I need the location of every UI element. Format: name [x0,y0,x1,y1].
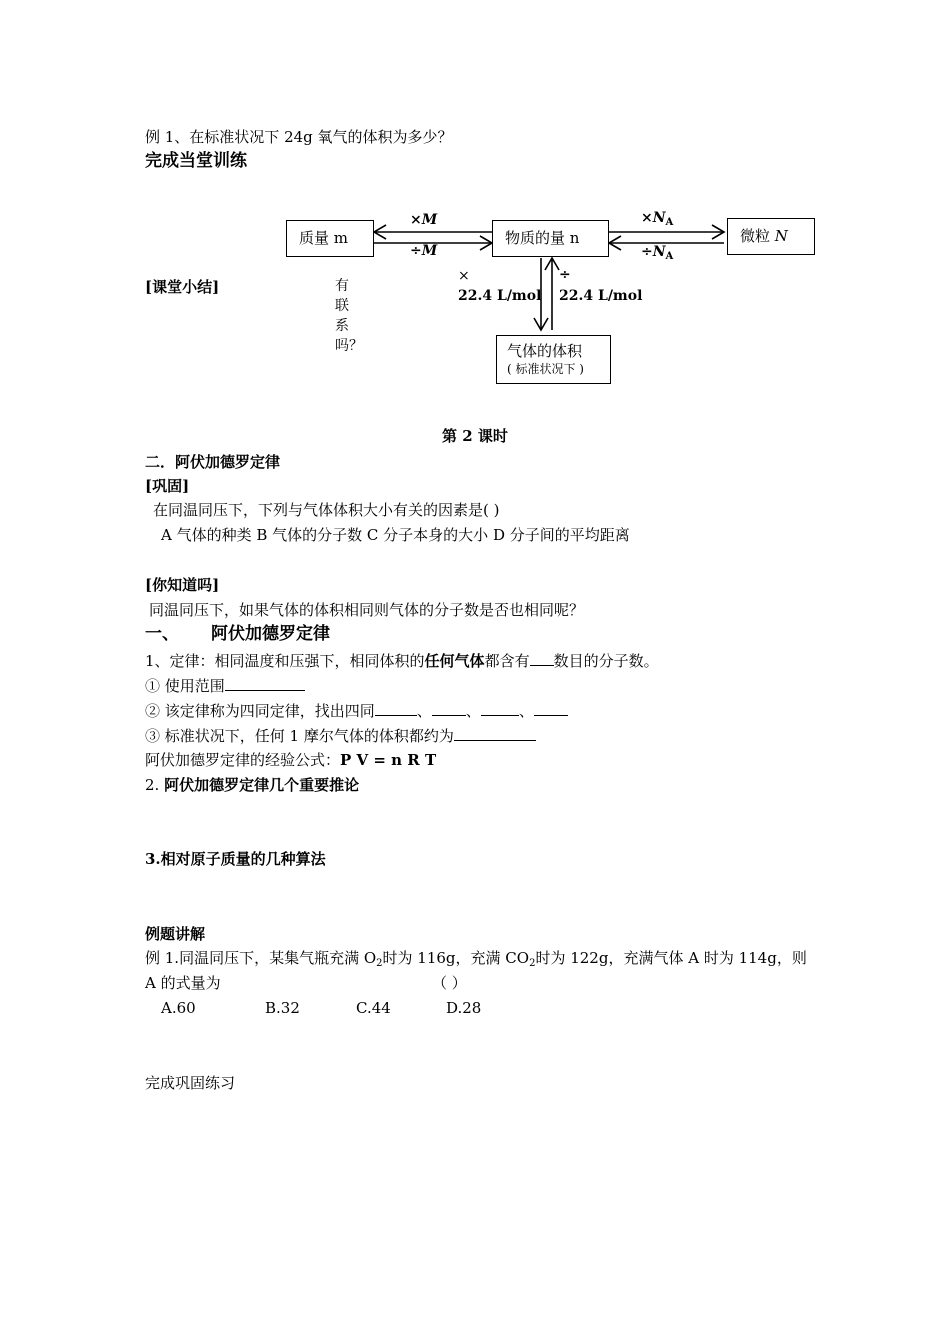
blank-scope[interactable] [225,675,305,691]
gas-volume-box: 气体的体积 ( 标准状况下 ) [496,335,611,384]
consolidate-label: [巩固] [145,477,190,495]
consolidate-question: 在同温同压下，下列与气体体积大小有关的因素是( ) [153,501,500,519]
mass-box: 质量 m [286,220,374,257]
example-1-question: 例 1、在标准状况下 24g 氧气的体积为多少？ [145,128,453,146]
amount-box: 物质的量 n [492,220,609,257]
example-question-line-2: A 的式量为 [145,974,221,992]
empirical-formula: 阿伏加德罗定律的经验公式：P V = n R T [145,751,437,769]
inference-heading: 2. 阿伏加德罗定律几个重要推论 [145,776,360,794]
blank-same[interactable] [530,650,554,666]
class-summary-label: [课堂小结] [145,278,220,296]
blank-same-3[interactable] [481,700,519,716]
question-char-2: 联 [335,298,349,314]
question-char-3: 系 [335,318,349,334]
blank-same-1[interactable] [375,700,417,716]
did-you-know-label: [你知道吗] [145,576,220,594]
blank-same-4[interactable] [534,700,568,716]
lesson-2-title: 第 2 课时 [442,427,508,445]
molar-volume-item: ③ 标准状况下，任何 1 摩尔气体的体积都约为 [145,725,536,746]
times-molar-mass-label: ×M [410,212,438,228]
consolidate-options: A 气体的种类 B 气体的分子数 C 分子本身的大小 D 分子间的平均距离 [161,526,630,544]
law-definition: 1、定律：相同温度和压强下，相同体积的任何气体都含有 数目的分子数。 [145,652,659,670]
did-you-know-question: 同温同压下，如果气体的体积相同则气体的分子数是否也相同呢？ [149,601,585,619]
question-char-4: 吗？ [335,338,363,354]
question-char-1: 有 [335,278,349,294]
divide-molar-volume-sign: ÷ [559,267,571,283]
relative-mass-heading: 3.相对原子质量的几种算法 [145,850,326,868]
blank-molar-volume[interactable] [454,725,536,741]
finish-practice: 完成巩固练习 [145,1074,236,1092]
divide-avogadro-label: $\div N_A$ [641,244,674,262]
four-same-item: ② 该定律称为四同定律，找出四同 、 、 、 [145,700,568,721]
scope-item: ① 使用范围 [145,675,305,696]
examples-heading: 例题讲解 [145,925,206,943]
times-avogadro-label: $\times N_A$ [641,210,674,228]
answer-parentheses: （ ） [432,974,467,992]
particle-box: 微粒 N [727,218,815,255]
molar-volume-left-label: 22.4 L/mol [458,288,542,304]
avogadro-law-heading: 一、 阿伏加德罗定律 [145,624,330,644]
option-d: D.28 [446,999,482,1017]
divide-molar-mass-label: ÷M [410,243,438,259]
molar-volume-right-label: 22.4 L/mol [559,288,643,304]
example-question-line-1: 例 1.同温同压下，某集气瓶充满 $O_2$时为 116g，充满 $CO_2$时为 122g，充满气体 A 时为 114g，则 [145,949,807,969]
diagram-arrows [0,0,950,400]
option-c: C.44 [356,999,391,1017]
times-molar-volume-sign: × [458,268,470,284]
option-b: B.32 [265,999,300,1017]
blank-same-2[interactable] [432,700,466,716]
complete-training-heading: 完成当堂训练 [145,151,247,171]
option-a: A.60 [161,999,196,1017]
section-2-title: 二．阿伏加德罗定律 [145,453,281,471]
